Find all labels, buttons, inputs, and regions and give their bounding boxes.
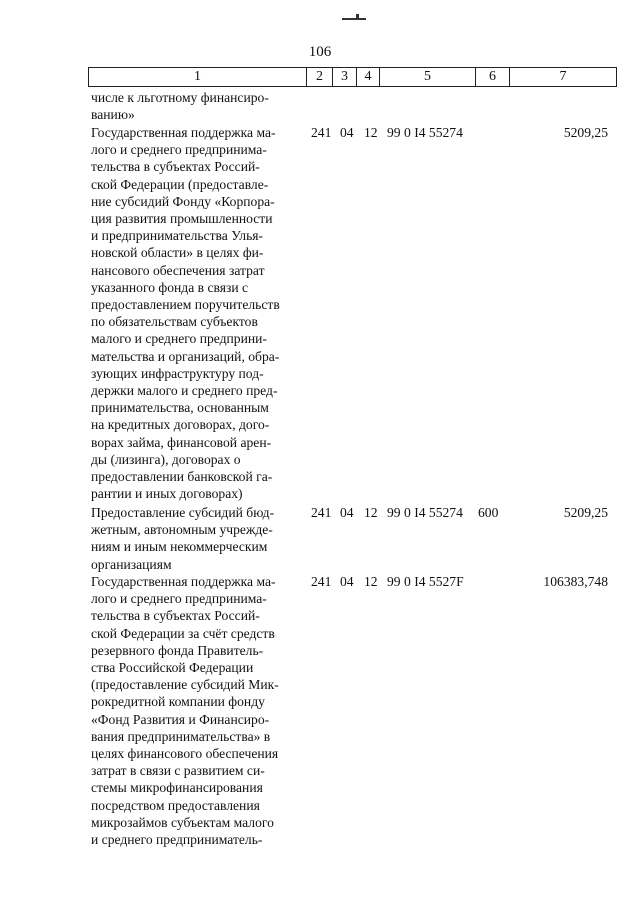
row-description: числе к льготному финансиро- ванию» (91, 90, 269, 123)
column-header-2: 2 (307, 68, 333, 87)
cell-section: 04 (340, 505, 354, 520)
page-number: 106 (308, 44, 332, 60)
cell-ministry-code: 241 (311, 125, 332, 140)
cell-section: 04 (340, 125, 354, 140)
cell-target-article: 99 0 I4 5527F (387, 574, 464, 589)
cell-target-article: 99 0 I4 55274 (387, 505, 463, 520)
cell-subsection: 12 (364, 505, 378, 520)
cell-amount: 106383,748 (543, 574, 608, 589)
cell-amount: 5209,25 (563, 125, 608, 140)
column-header-5: 5 (380, 68, 476, 87)
cell-target-article: 99 0 I4 55274 (387, 125, 463, 140)
cell-amount: 5209,25 (563, 505, 608, 520)
row-description: Государственная поддержка ма- лого и среднего предпринима- тельства в субъектах Россий- ской Федерации за счёт средств резервного фонда Правитель- ства Российской Федерации (предоставление субсидий Мик- рокредитной компании фонду «Фонд Развития и Финансиро- вания предпринимательства» в целях финансового обеспечения затрат в связи с развитием си- стемы микрофинансирования посредством предоставления микрозаймов субъектам малого и среднего предприниматель- (91, 574, 279, 848)
cell-expense-type: 600 (478, 505, 499, 520)
cell-ministry-code: 241 (311, 574, 332, 589)
scan-mark (342, 18, 366, 20)
column-header-3: 3 (333, 68, 357, 87)
column-header-row (88, 67, 617, 87)
column-header-7: 7 (510, 68, 617, 87)
scan-mark (356, 14, 359, 18)
row-description: Государственная поддержка ма- лого и среднего предпринима- тельства в субъектах Россий- ской Федерации (предоставле- ние субсидий Фонду «Корпора- ция развития промышленности и предпринимательства Улья- новской области» в целях фи- нансового обеспечения затрат указанного фонда в связи с предоставлением поручительств по обязательствам субъектов малого и среднего предприни- мательства и организаций, обра- зующих инфраструктуру под- держки малого и среднего пред- принимательства, основанным на кредитных договорах, дого- ворах займа, финансовой арен- ды (лизинга), договорах о предоставлении банковской га- рантии и иных договорах) (91, 125, 280, 502)
cell-ministry-code: 241 (311, 505, 332, 520)
cell-section: 04 (340, 574, 354, 589)
column-header-1: 1 (89, 68, 307, 87)
cell-subsection: 12 (364, 574, 378, 589)
column-header-4: 4 (357, 68, 380, 87)
column-header-6: 6 (476, 68, 510, 87)
cell-subsection: 12 (364, 125, 378, 140)
row-description: Предоставление субсидий бюд- жетным, автономным учрежде- ниям и иным некоммерческим организациям (91, 505, 275, 572)
